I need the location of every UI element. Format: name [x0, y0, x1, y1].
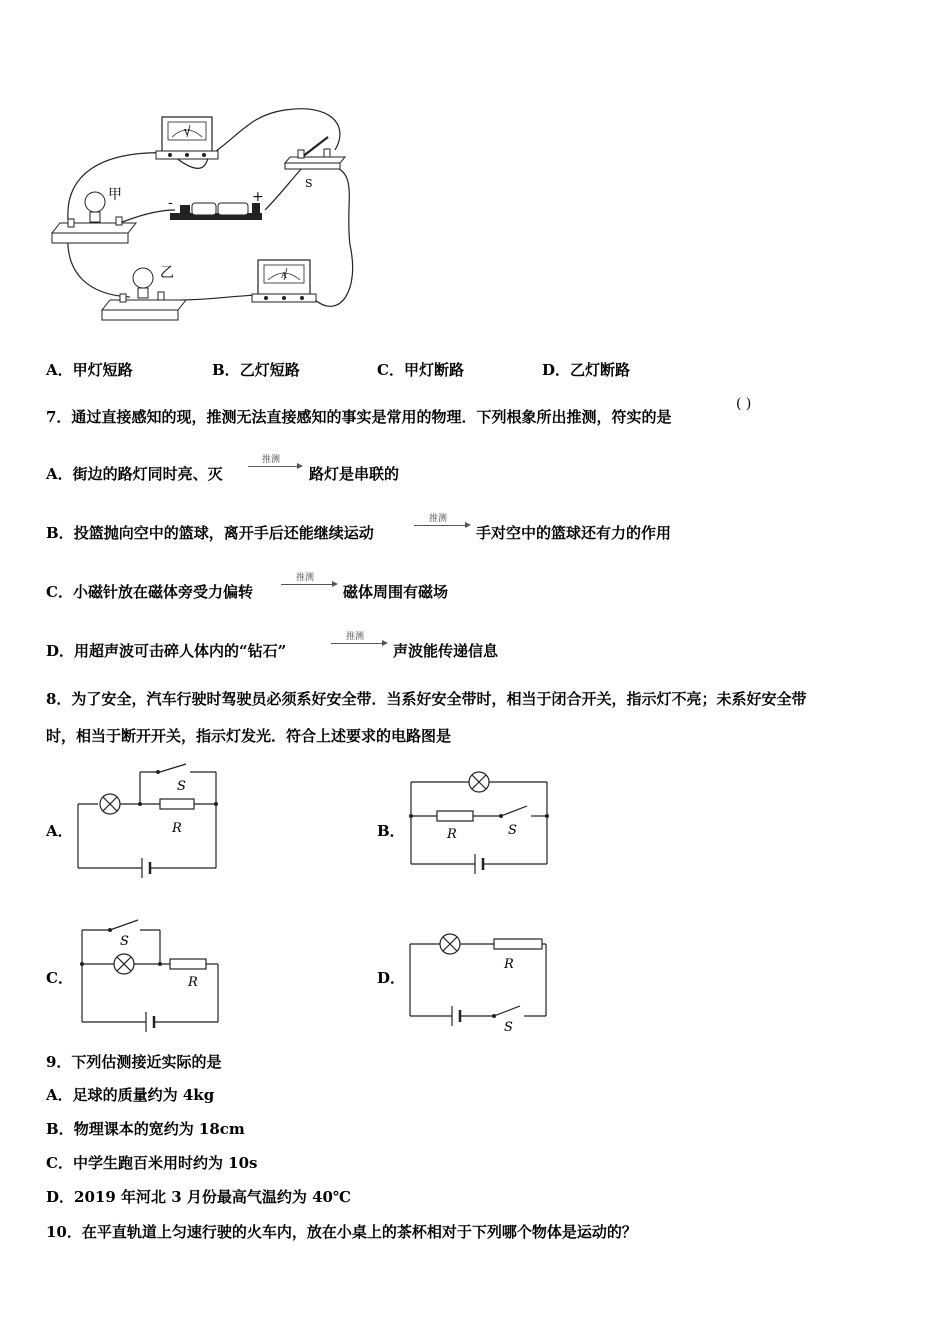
q6-option-a[interactable]	[46, 360, 133, 380]
wire	[208, 109, 340, 157]
option-key: C．	[46, 583, 73, 601]
infer-arrow-label: 推测	[429, 514, 448, 524]
bulb-jia-label: 甲	[108, 187, 122, 203]
bulb-yi	[102, 265, 186, 320]
q9-stem: 9．下列估测接近实际的是	[46, 1053, 222, 1071]
switch-label: S	[120, 934, 129, 949]
q7-option-d-right: 声波能传递信息	[393, 642, 499, 660]
q8-option-c-key[interactable]: C．	[46, 969, 73, 987]
q6-option-b[interactable]	[212, 360, 300, 380]
q7-option-c-right: 磁体周围有磁场	[343, 583, 449, 601]
q9-option-c[interactable]	[46, 1153, 258, 1173]
option-text: 足球的质量约为 4kg	[72, 1086, 215, 1104]
option-key: B．	[212, 361, 240, 379]
q7-option-b-right: 手对空中的篮球还有力的作用	[476, 524, 672, 542]
q6-option-c[interactable]	[377, 360, 464, 380]
option-premise: 小磁针放在磁体旁受力偏转	[72, 583, 253, 601]
battery-minus: -	[168, 195, 173, 211]
option-key: C．	[46, 1154, 73, 1172]
wire	[120, 210, 175, 223]
option-text: 甲灯短路	[72, 361, 133, 379]
option-key: B．	[46, 524, 74, 542]
switch-s	[285, 137, 345, 190]
battery-plus: +	[252, 189, 264, 205]
q8-circuit-a	[74, 762, 224, 882]
voltmeter	[156, 117, 218, 159]
arrow-head-icon	[465, 522, 471, 528]
infer-arrow-icon	[414, 525, 466, 526]
q8-stem-line2: 时，相当于断开开关，指示灯发光．符合上述要求的电路图是	[46, 727, 452, 745]
q7-option-c-left[interactable]	[46, 582, 253, 602]
ammeter-label: A	[281, 271, 287, 280]
battery	[168, 189, 264, 220]
q7-option-a-right: 路灯是串联的	[309, 465, 400, 483]
option-premise: 街边的路灯同时亮、灭	[72, 465, 223, 483]
infer-arrow-label: 推测	[262, 455, 281, 465]
ammeter	[252, 260, 316, 302]
switch-label: S	[508, 823, 517, 838]
q6-option-d[interactable]	[542, 360, 630, 380]
arrow-head-icon	[382, 640, 388, 646]
q8-stem-line1: 8．为了安全，汽车行驶时驾驶员必须系好安全带．当系好安全带时，相当于闭合开关，指示灯不亮；未系好安全带	[46, 690, 807, 708]
resistor-label: R	[172, 821, 182, 836]
q7-answer-bracket[interactable]: ( )	[736, 396, 752, 412]
q8-circuit-c	[76, 914, 226, 1032]
option-key: D．	[542, 361, 571, 379]
infer-arrow-label: 推测	[296, 573, 315, 583]
bulb-yi-label: 乙	[160, 265, 174, 281]
option-text: 乙灯短路	[239, 361, 300, 379]
voltmeter-label: V	[184, 128, 190, 137]
arrow-head-icon	[297, 463, 303, 469]
q7-stem: 7．通过直接感知的现，推测无法直接感知的事实是常用的物理．下列根象所出推测，符实的是	[46, 408, 672, 426]
wire	[265, 165, 305, 210]
bulb-jia	[52, 187, 136, 243]
resistor-label: R	[447, 827, 457, 842]
option-text: 2019 年河北 3 月份最高气温约为 40℃	[74, 1188, 351, 1206]
switch-label: S	[177, 779, 186, 794]
option-key: C．	[377, 361, 404, 379]
q7-option-b-left[interactable]	[46, 523, 374, 543]
arrow-head-icon	[332, 581, 338, 587]
q9-option-a[interactable]	[46, 1085, 214, 1105]
infer-arrow-icon	[248, 466, 298, 467]
q9-option-d[interactable]	[46, 1187, 351, 1207]
wire	[315, 167, 353, 306]
switch-label: S	[504, 1020, 513, 1034]
option-key: A．	[46, 361, 73, 379]
wire	[180, 295, 262, 300]
option-premise: 投篮抛向空中的篮球，离开手后还能继续运动	[73, 524, 374, 542]
infer-arrow-icon	[331, 643, 383, 644]
option-key: D．	[46, 642, 75, 660]
option-text: 乙灯断路	[570, 361, 631, 379]
q8-circuit-d	[404, 930, 554, 1034]
option-key: A．	[46, 465, 73, 483]
option-text: 物理课本的宽约为 18cm	[73, 1120, 245, 1138]
q8-option-b-key[interactable]: B．	[377, 822, 405, 840]
q7-option-a-left[interactable]	[46, 464, 223, 484]
option-text: 中学生跑百米用时约为 10s	[72, 1154, 258, 1172]
resistor-label: R	[504, 957, 514, 972]
q8-option-a-key[interactable]: A．	[46, 822, 73, 840]
q8-circuit-b	[405, 768, 557, 884]
q7-option-d-left[interactable]	[46, 641, 286, 661]
option-key: D．	[46, 1188, 75, 1206]
option-key: A．	[46, 1086, 73, 1104]
q10-stem: 10．在平直轨道上匀速行驶的火车内，放在小桌上的茶杯相对于下列哪个物体是运动的？	[46, 1223, 637, 1241]
switch-label: S	[305, 177, 313, 190]
infer-arrow-icon	[281, 584, 333, 585]
resistor-label: R	[188, 975, 198, 990]
option-premise: 用超声波可击碎人体内的“钻石”	[74, 642, 287, 660]
q9-option-b[interactable]	[46, 1119, 245, 1139]
q6-circuit-figure	[40, 95, 370, 335]
infer-arrow-label: 推测	[346, 632, 365, 642]
option-text: 甲灯断路	[403, 361, 464, 379]
option-key: B．	[46, 1120, 74, 1138]
q8-option-d-key[interactable]: D．	[377, 969, 406, 987]
